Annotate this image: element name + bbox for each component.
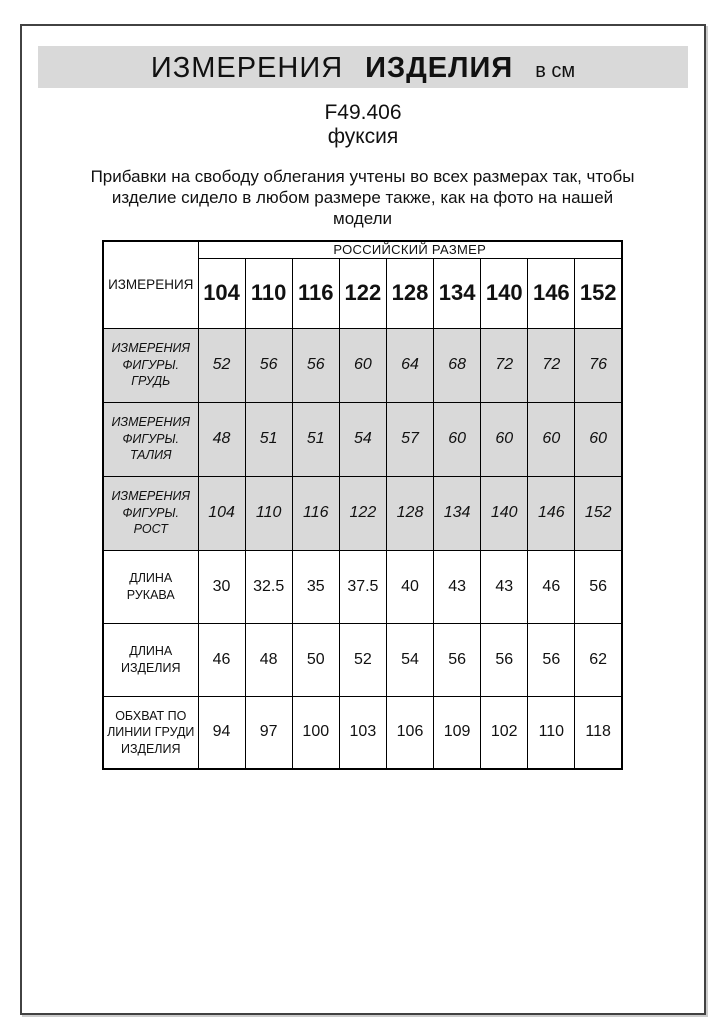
value-cell: 35 — [292, 550, 339, 623]
value-cell: 51 — [292, 402, 339, 476]
value-cell: 103 — [339, 696, 386, 769]
row-label-line: ФИГУРЫ. — [122, 505, 180, 520]
row-label-line: РУКАВА — [126, 587, 175, 602]
table-row — [103, 696, 622, 769]
value-cell: 46 — [528, 550, 575, 623]
value-cell: 54 — [339, 402, 386, 476]
value-cell: 60 — [528, 402, 575, 476]
row-label-line: ДЛИНА — [129, 644, 173, 658]
value-cell: 118 — [575, 696, 622, 769]
row-label-line: ИЗДЕЛИЯ — [120, 660, 181, 675]
size-column-header: 128 — [386, 258, 433, 328]
size-table — [102, 240, 623, 770]
title-measurements: ИЗМЕРЕНИЯ — [150, 52, 344, 84]
color-name: фуксия — [327, 125, 399, 148]
value-cell: 140 — [481, 476, 528, 550]
size-column-header: 104 — [198, 258, 245, 328]
value-cell: 51 — [245, 402, 292, 476]
value-cell: 30 — [198, 550, 245, 623]
row-label — [103, 696, 198, 769]
value-cell: 110 — [528, 696, 575, 769]
size-table-body — [103, 328, 622, 769]
table-row — [103, 402, 622, 476]
value-cell: 57 — [386, 402, 433, 476]
value-cell: 46 — [198, 623, 245, 696]
row-label-line: ИЗМЕРЕНИЯ — [111, 489, 191, 504]
value-cell: 76 — [575, 328, 622, 402]
value-cell: 100 — [292, 696, 339, 769]
value-cell: 122 — [339, 476, 386, 550]
table-row — [103, 476, 622, 550]
fit-note-line: изделие сидело в любом размере также, как на фото на нашей — [111, 188, 614, 207]
size-column-header: 110 — [245, 258, 292, 328]
size-column-header: 122 — [339, 258, 386, 328]
fit-note-line: Прибавки на свободу облегания учтены во всех размерах так, чтобы — [90, 167, 635, 186]
value-cell: 104 — [198, 476, 245, 550]
table-row — [103, 550, 622, 623]
title-bar — [38, 46, 688, 88]
fit-note-line: модели — [333, 209, 392, 228]
value-cell: 64 — [386, 328, 433, 402]
row-label — [103, 550, 198, 623]
value-cell: 116 — [292, 476, 339, 550]
russian-size-header: РОССИЙСКИЙ РАЗМЕР — [198, 241, 622, 258]
value-cell: 48 — [198, 402, 245, 476]
row-label-line: ФИГУРЫ. — [122, 431, 180, 446]
value-cell: 106 — [386, 696, 433, 769]
value-cell: 56 — [292, 328, 339, 402]
table-group-header-row — [103, 241, 622, 258]
title-product: ИЗДЕЛИЯ — [365, 52, 514, 84]
value-cell: 72 — [528, 328, 575, 402]
title-unit: в см — [535, 60, 576, 82]
size-column-header: 116 — [292, 258, 339, 328]
value-cell: 60 — [575, 402, 622, 476]
row-label-line: ИЗДЕЛИЯ — [120, 741, 181, 756]
size-column-header: 146 — [528, 258, 575, 328]
value-cell: 56 — [434, 623, 481, 696]
value-cell: 43 — [481, 550, 528, 623]
size-column-header: 134 — [434, 258, 481, 328]
value-cell: 102 — [481, 696, 528, 769]
value-cell: 152 — [575, 476, 622, 550]
value-cell: 60 — [339, 328, 386, 402]
article-block — [20, 101, 706, 149]
value-cell: 48 — [245, 623, 292, 696]
value-cell: 60 — [481, 402, 528, 476]
row-label — [103, 623, 198, 696]
row-label-line: ФИГУРЫ. — [122, 357, 180, 372]
value-cell: 54 — [386, 623, 433, 696]
value-cell: 94 — [198, 696, 245, 769]
value-cell: 56 — [575, 550, 622, 623]
value-cell: 56 — [528, 623, 575, 696]
value-cell: 52 — [198, 328, 245, 402]
row-label-line: ИЗМЕРЕНИЯ — [111, 341, 191, 356]
row-label-line: ЛИНИИ ГРУДИ — [107, 725, 195, 739]
size-column-header: 152 — [575, 258, 622, 328]
value-cell: 68 — [434, 328, 481, 402]
row-label-line: ОБХВАТ ПО — [115, 708, 187, 723]
value-cell: 56 — [245, 328, 292, 402]
value-cell: 60 — [434, 402, 481, 476]
row-label — [103, 402, 198, 476]
row-label-line: ДЛИНА — [129, 571, 173, 585]
value-cell: 146 — [528, 476, 575, 550]
row-label-line: ИЗМЕРЕНИЯ — [111, 415, 191, 430]
value-cell: 134 — [434, 476, 481, 550]
value-cell: 32.5 — [245, 550, 292, 623]
table-row — [103, 623, 622, 696]
value-cell: 72 — [481, 328, 528, 402]
value-cell: 56 — [481, 623, 528, 696]
row-label — [103, 476, 198, 550]
measurements-column-header: ИЗМЕРЕНИЯ — [103, 241, 198, 328]
value-cell: 43 — [434, 550, 481, 623]
value-cell: 52 — [339, 623, 386, 696]
value-cell: 97 — [245, 696, 292, 769]
value-cell: 37.5 — [339, 550, 386, 623]
row-label-line: РОСТ — [133, 522, 168, 537]
value-cell: 128 — [386, 476, 433, 550]
size-column-header: 140 — [481, 258, 528, 328]
value-cell: 62 — [575, 623, 622, 696]
value-cell: 40 — [386, 550, 433, 623]
row-label — [103, 328, 198, 402]
row-label-line: ГРУДЬ — [131, 374, 171, 389]
row-label-line: ТАЛИЯ — [129, 448, 172, 463]
fit-note — [75, 166, 650, 229]
value-cell: 110 — [245, 476, 292, 550]
value-cell: 50 — [292, 623, 339, 696]
value-cell: 109 — [434, 696, 481, 769]
table-row — [103, 328, 622, 402]
article-code: F49.406 — [324, 101, 402, 124]
